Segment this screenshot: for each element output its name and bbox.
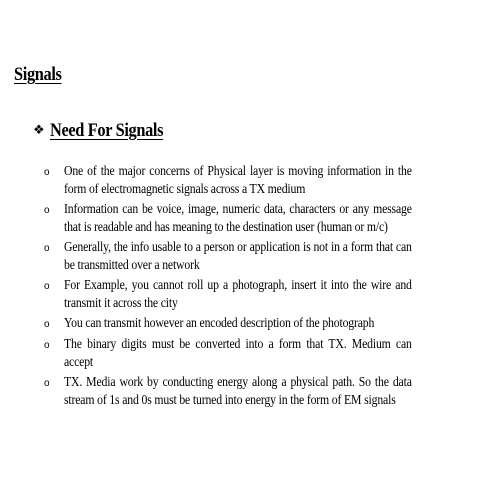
circle-bullet-icon: o <box>44 319 50 330</box>
list-item-text: Information can be voice, image, numeric data, characters or any message that is readable and has meaning to the destination user (human or m/c) <box>64 202 412 235</box>
circle-bullet-icon: o <box>44 378 50 389</box>
list-item <box>44 336 444 372</box>
section-heading <box>33 120 181 142</box>
list-item-text: You can transmit however an encoded description of the photograph <box>64 316 375 331</box>
list-item <box>44 315 444 334</box>
list-item <box>44 163 444 199</box>
page-title: Signals <box>14 64 62 85</box>
circle-bullet-icon: o <box>44 243 50 254</box>
list-item <box>44 277 444 313</box>
circle-bullet-icon: o <box>44 205 50 216</box>
section-heading-text: Need For Signals <box>49 120 163 141</box>
list-item-text: The binary digits must be converted into a form that TX. Medium can accept <box>64 337 412 370</box>
list-item-text: Generally, the info usable to a person or application is not in a form that can be transmitted over a network <box>64 240 412 273</box>
circle-bullet-icon: o <box>44 167 50 178</box>
bullet-list <box>44 163 444 412</box>
list-item-text: TX. Media work by conducting energy along a physical path. So the data stream of 1s and 0s must be turned into energy in the form of EM signals <box>64 375 412 408</box>
list-item-text: For Example, you cannot roll up a photograph, insert it into the wire and transmit it across the city <box>64 278 412 311</box>
list-item <box>44 374 444 410</box>
diamond-bullet-icon: ❖ <box>33 123 45 138</box>
circle-bullet-icon: o <box>44 340 50 351</box>
circle-bullet-icon: o <box>44 281 50 292</box>
list-item <box>44 201 444 237</box>
list-item-text: One of the major concerns of Physical layer is moving information in the form of electromagnetic signals across a TX medium <box>64 164 412 197</box>
list-item <box>44 239 444 275</box>
